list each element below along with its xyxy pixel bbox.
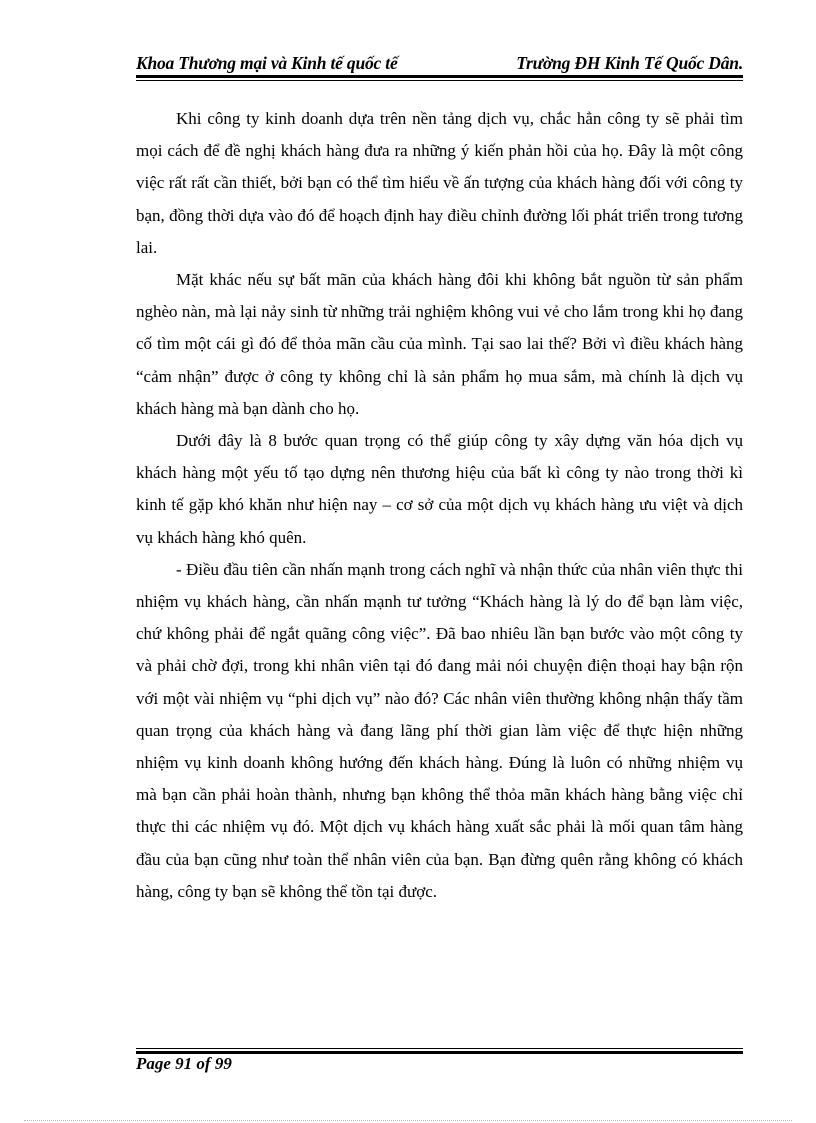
- header-rule-thin: [136, 80, 743, 81]
- paragraph-3: Dưới đây là 8 bước quan trọng có thể giúp công ty xây dựng văn hóa dịch vụ khách hàng một yếu tố tạo dựng nên thương hiệu của bất kì công ty nào trong thời kì kinh tế gặp khó khăn như hiện nay – cơ sở của một dịch vụ khách hàng ưu việt và dịch vụ khách hàng khó quên.: [136, 431, 743, 547]
- paragraph-2: Mặt khác nếu sự bất mãn của khách hàng đôi khi không bắt nguồn từ sản phẩm nghèo nàn, mà lại nảy sinh từ những trải nghiệm không vui vẻ cho lắm trong khi họ đang cố tìm một cái gì đó để thỏa mãn cầu của mình. Tại sao lai thế? Bởi vì điều khách hàng “cảm nhận” được ở công ty không chỉ là sản phẩm họ mua sắm, mà chính là dịch vụ khách hàng mà bạn dành cho họ.: [136, 270, 743, 418]
- header-faculty: Khoa Thương mại và Kinh tế quốc tế: [136, 53, 398, 73]
- paragraph-4: - Điều đầu tiên cần nhấn mạnh trong cách nghĩ và nhận thức của nhân viên thực thi nhiệm vụ khách hàng, cần nhấn mạnh tư tưởng “Khách hàng là lý do để bạn làm việc, chứ không phải để ngắt quãng công việc”. Đã bao nhiêu lần bạn bước vào một công ty và phải chờ đợi, trong khi nhân viên tại đó đang mải nói chuyện điện thoại hay bận rộn với một vài nhiệm vụ “phi dịch vụ” nào đó? Các nhân viên thường không nhận thấy tầm quan trọng của khách hàng và đang lãng phí thời gian làm việc để thực hiện những nhiệm vụ kinh doanh không hướng đến khách hàng. Đúng là luôn có những nhiệm vụ mà bạn cần phải hoàn thành, nhưng bạn không thể thỏa mãn khách hàng bằng việc chỉ thực thi các nhiệm vụ đó. Một dịch vụ khách hàng xuất sắc phải là mối quan tâm hàng đầu của bạn cũng như toàn thể nhân viên của bạn. Bạn đừng quên rằng không có khách hàng, công ty bạn sẽ không thể tồn tại được.: [136, 559, 743, 901]
- footer-rule-thin: [136, 1048, 743, 1049]
- header-rule: [136, 75, 743, 78]
- page-header: [136, 48, 743, 74]
- document-body: [136, 103, 743, 908]
- page-edge-divider: [24, 1120, 792, 1121]
- page-number: Page 91 of 99: [136, 1054, 232, 1073]
- paragraph-1: Khi công ty kinh doanh dựa trên nền tảng dịch vụ, chắc hẳn công ty sẽ phải tìm mọi cách để đề nghị khách hàng đưa ra những ý kiến phản hồi của họ. Đây là một công việc rất rất cần thiết, bởi bạn có thể tìm hiểu về ấn tượng của khách hàng đối với công ty bạn, đồng thời dựa vào đó để hoạch định hay điều chỉnh đường lối phát triển trong tương lai.: [136, 109, 743, 257]
- header-university: Trường ĐH Kinh Tế Quốc Dân.: [516, 53, 743, 73]
